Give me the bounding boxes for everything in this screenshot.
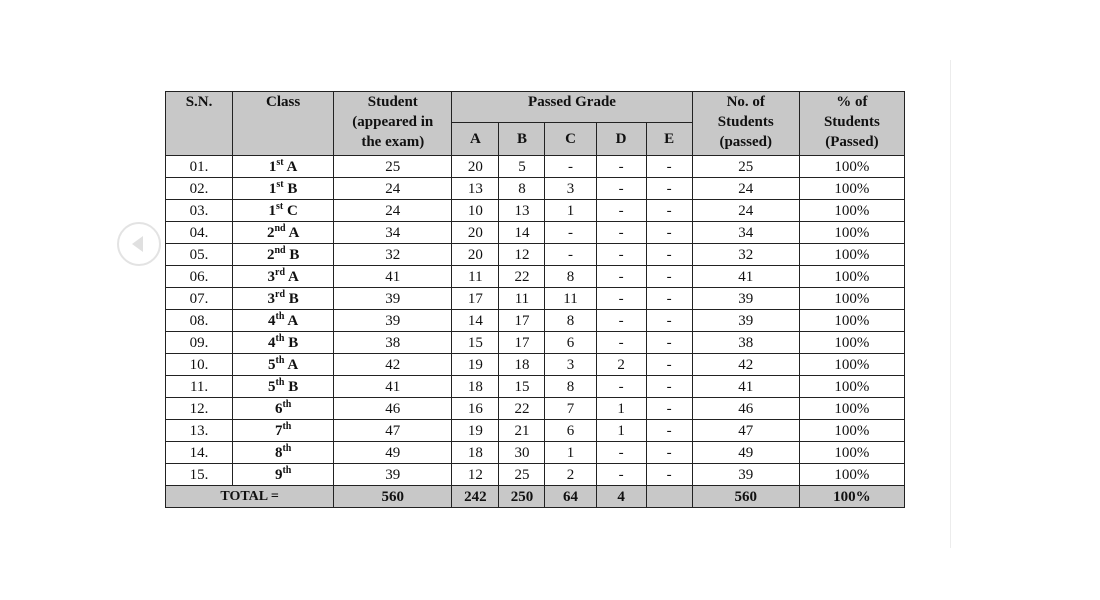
class-ordinal-suffix: nd — [274, 244, 286, 256]
cell-grade-c: - — [545, 156, 596, 178]
cell-grade-d: - — [596, 266, 646, 288]
cell-grade-e: - — [646, 178, 692, 200]
cell-grade-a: 19 — [452, 420, 499, 442]
class-number: 2 — [266, 246, 275, 263]
table-row — [166, 310, 905, 332]
total-grade-a: 242 — [452, 486, 499, 508]
cell-grade-b: 13 — [499, 200, 545, 222]
class-number: 4 — [268, 312, 276, 329]
cell-grade-e: - — [646, 310, 692, 332]
cell-class — [233, 222, 334, 244]
class-section: A — [287, 312, 299, 329]
cell-grade-c: - — [545, 244, 596, 266]
chevron-left-icon — [132, 236, 143, 252]
cell-grade-c: 3 — [545, 354, 596, 376]
class-section: B — [288, 378, 299, 395]
cell-grade-e: - — [646, 420, 692, 442]
table-row — [166, 376, 905, 398]
class-section: B — [288, 334, 299, 351]
cell-appeared: 38 — [334, 332, 452, 354]
cell-grade-b: 30 — [499, 442, 545, 464]
cell-passed: 25 — [692, 156, 799, 178]
total-grade-e — [646, 486, 692, 508]
cell-percent: 100% — [799, 442, 904, 464]
header-grade-a: A — [452, 123, 499, 156]
cell-percent: 100% — [799, 310, 904, 332]
cell-grade-c: 8 — [545, 266, 596, 288]
cell-passed: 39 — [692, 464, 799, 486]
cell-grade-a: 19 — [452, 354, 499, 376]
total-passed: 560 — [692, 486, 799, 508]
cell-appeared: 24 — [334, 200, 452, 222]
cell-class — [233, 288, 334, 310]
cell-grade-d: - — [596, 178, 646, 200]
cell-sn: 10. — [166, 354, 233, 376]
cell-percent: 100% — [799, 464, 904, 486]
cell-grade-e: - — [646, 288, 692, 310]
cell-grade-b: 17 — [499, 310, 545, 332]
cell-passed: 24 — [692, 200, 799, 222]
cell-grade-d: - — [596, 442, 646, 464]
cell-class — [233, 244, 334, 266]
header-students-appeared-line3: the exam) — [361, 134, 425, 150]
cell-grade-e: - — [646, 398, 692, 420]
cell-percent: 100% — [799, 156, 904, 178]
total-appeared: 560 — [334, 486, 452, 508]
cell-grade-b: 15 — [499, 376, 545, 398]
header-students-passed — [692, 92, 799, 156]
cell-grade-e: - — [646, 200, 692, 222]
class-section: A — [288, 224, 300, 241]
cell-passed: 42 — [692, 354, 799, 376]
cell-grade-c: 2 — [545, 464, 596, 486]
total-grade-d: 4 — [596, 486, 646, 508]
cell-sn: 08. — [166, 310, 233, 332]
cell-percent: 100% — [799, 288, 904, 310]
class-ordinal-suffix: st — [276, 178, 284, 190]
total-percent: 100% — [799, 486, 904, 508]
class-ordinal-suffix: nd — [274, 222, 286, 234]
cell-passed: 24 — [692, 178, 799, 200]
header-students-passed-line1: No. of — [726, 94, 765, 110]
cell-grade-a: 18 — [452, 442, 499, 464]
cell-percent: 100% — [799, 354, 904, 376]
table-row — [166, 222, 905, 244]
cell-sn: 05. — [166, 244, 233, 266]
header-students-passed-line3: (passed) — [719, 134, 772, 150]
cell-class — [233, 442, 334, 464]
cell-class — [233, 420, 334, 442]
header-students-passed-line2: Students — [717, 114, 774, 130]
cell-class — [233, 200, 334, 222]
class-number: 8 — [274, 444, 283, 461]
cell-grade-d: - — [596, 332, 646, 354]
class-number: 3 — [267, 290, 275, 307]
cell-passed: 41 — [692, 376, 799, 398]
cell-grade-a: 14 — [452, 310, 499, 332]
cell-appeared: 42 — [334, 354, 452, 376]
cell-sn: 06. — [166, 266, 233, 288]
class-number: 4 — [268, 334, 276, 351]
cell-grade-b: 17 — [499, 332, 545, 354]
cell-grade-a: 10 — [452, 200, 499, 222]
cell-grade-b: 8 — [499, 178, 545, 200]
cell-grade-d: - — [596, 376, 646, 398]
cell-appeared: 34 — [334, 222, 452, 244]
cell-grade-d: 1 — [596, 398, 646, 420]
class-ordinal-suffix: th — [275, 332, 285, 344]
cell-grade-c: 8 — [545, 310, 596, 332]
exam-results-table — [165, 91, 905, 508]
cell-grade-b: 25 — [499, 464, 545, 486]
cell-appeared: 47 — [334, 420, 452, 442]
cell-appeared: 49 — [334, 442, 452, 464]
cell-grade-d: - — [596, 200, 646, 222]
class-number: 1 — [268, 158, 277, 175]
cell-sn: 09. — [166, 332, 233, 354]
slide-edge-divider — [950, 60, 951, 548]
cell-grade-e: - — [646, 442, 692, 464]
cell-class — [233, 464, 334, 486]
cell-percent: 100% — [799, 266, 904, 288]
class-section: B — [289, 246, 300, 263]
cell-sn: 11. — [166, 376, 233, 398]
cell-grade-a: 12 — [452, 464, 499, 486]
cell-passed: 39 — [692, 288, 799, 310]
table-row — [166, 244, 905, 266]
cell-grade-e: - — [646, 244, 692, 266]
cell-grade-a: 16 — [452, 398, 499, 420]
table-row — [166, 442, 905, 464]
cell-sn: 12. — [166, 398, 233, 420]
cell-appeared: 41 — [334, 376, 452, 398]
cell-grade-b: 22 — [499, 398, 545, 420]
class-section: B — [287, 180, 298, 197]
table-body — [166, 156, 905, 486]
cell-grade-b: 11 — [499, 288, 545, 310]
cell-sn: 13. — [166, 420, 233, 442]
total-label: TOTAL = — [166, 486, 334, 508]
table-row — [166, 266, 905, 288]
cell-grade-e: - — [646, 222, 692, 244]
table-row — [166, 354, 905, 376]
cell-class — [233, 310, 334, 332]
cell-grade-a: 13 — [452, 178, 499, 200]
cell-percent: 100% — [799, 222, 904, 244]
cell-passed: 49 — [692, 442, 799, 464]
cell-grade-a: 20 — [452, 244, 499, 266]
class-section: A — [287, 356, 299, 373]
class-number: 5 — [268, 356, 276, 373]
table-row — [166, 398, 905, 420]
header-students-appeared — [334, 92, 452, 156]
cell-grade-b: 14 — [499, 222, 545, 244]
cell-grade-b: 22 — [499, 266, 545, 288]
cell-appeared: 46 — [334, 398, 452, 420]
cell-percent: 100% — [799, 420, 904, 442]
class-number: 1 — [268, 202, 276, 219]
cell-grade-c: 1 — [545, 200, 596, 222]
cell-grade-d: - — [596, 288, 646, 310]
table-row — [166, 200, 905, 222]
cell-appeared: 24 — [334, 178, 452, 200]
cell-appeared: 32 — [334, 244, 452, 266]
class-number: 3 — [267, 268, 275, 285]
class-ordinal-suffix: th — [275, 354, 285, 366]
cell-class — [233, 178, 334, 200]
cell-grade-d: 1 — [596, 420, 646, 442]
cell-percent: 100% — [799, 332, 904, 354]
cell-grade-d: - — [596, 464, 646, 486]
cell-sn: 15. — [166, 464, 233, 486]
class-number: 1 — [268, 180, 277, 197]
cell-grade-c: 6 — [545, 420, 596, 442]
class-number: 5 — [268, 378, 276, 395]
header-students-appeared-line2: (appeared in — [352, 114, 434, 130]
cell-grade-b: 18 — [499, 354, 545, 376]
cell-grade-e: - — [646, 354, 692, 376]
cell-class — [233, 354, 334, 376]
cell-sn: 01. — [166, 156, 233, 178]
table-row — [166, 464, 905, 486]
cell-grade-a: 20 — [452, 156, 499, 178]
total-grade-b: 250 — [499, 486, 545, 508]
cell-grade-e: - — [646, 464, 692, 486]
header-students-appeared-line1: Student — [367, 94, 418, 110]
cell-sn: 14. — [166, 442, 233, 464]
cell-grade-b: 12 — [499, 244, 545, 266]
cell-grade-c: 8 — [545, 376, 596, 398]
table-row — [166, 156, 905, 178]
cell-class — [233, 332, 334, 354]
cell-grade-c: 11 — [545, 288, 596, 310]
cell-grade-c: 6 — [545, 332, 596, 354]
class-ordinal-suffix: th — [282, 442, 292, 454]
total-grade-c: 64 — [545, 486, 596, 508]
cell-percent: 100% — [799, 178, 904, 200]
table-row — [166, 288, 905, 310]
cell-grade-a: 11 — [452, 266, 499, 288]
class-ordinal-suffix: st — [276, 156, 284, 168]
class-ordinal-suffix: st — [275, 200, 284, 212]
cell-passed: 46 — [692, 398, 799, 420]
table-row — [166, 420, 905, 442]
cell-grade-c: 7 — [545, 398, 596, 420]
cell-class — [233, 376, 334, 398]
cell-passed: 32 — [692, 244, 799, 266]
cell-grade-d: - — [596, 222, 646, 244]
header-passed-grade: Passed Grade — [452, 92, 692, 123]
cell-passed: 38 — [692, 332, 799, 354]
table-row — [166, 332, 905, 354]
cell-passed: 41 — [692, 266, 799, 288]
header-sn: S.N. — [166, 92, 233, 156]
class-number: 9 — [274, 466, 283, 483]
cell-grade-e: - — [646, 332, 692, 354]
cell-grade-b: 21 — [499, 420, 545, 442]
header-percent-passed-line3: (Passed) — [825, 134, 879, 150]
header-grade-b: B — [499, 123, 545, 156]
cell-percent: 100% — [799, 376, 904, 398]
class-section: C — [286, 202, 298, 219]
cell-grade-d: 2 — [596, 354, 646, 376]
class-number: 2 — [266, 224, 275, 241]
cell-passed: 34 — [692, 222, 799, 244]
cell-appeared: 39 — [334, 310, 452, 332]
cell-grade-e: - — [646, 266, 692, 288]
class-ordinal-suffix: th — [282, 398, 292, 410]
header-grade-e: E — [646, 123, 692, 156]
cell-grade-d: - — [596, 156, 646, 178]
cell-passed: 47 — [692, 420, 799, 442]
cell-grade-a: 20 — [452, 222, 499, 244]
header-percent-passed — [799, 92, 904, 156]
cell-grade-a: 15 — [452, 332, 499, 354]
cell-grade-e: - — [646, 156, 692, 178]
class-ordinal-suffix: rd — [275, 266, 285, 278]
class-ordinal-suffix: th — [275, 376, 285, 388]
cell-sn: 07. — [166, 288, 233, 310]
class-section: B — [288, 290, 299, 307]
cell-passed: 39 — [692, 310, 799, 332]
class-number: 6 — [274, 400, 283, 417]
class-section: A — [286, 158, 298, 175]
cell-appeared: 41 — [334, 266, 452, 288]
cell-appeared: 39 — [334, 464, 452, 486]
cell-sn: 02. — [166, 178, 233, 200]
cell-grade-c: 1 — [545, 442, 596, 464]
cell-percent: 100% — [799, 200, 904, 222]
cell-grade-e: - — [646, 376, 692, 398]
cell-sn: 04. — [166, 222, 233, 244]
header-grade-d: D — [596, 123, 646, 156]
class-ordinal-suffix: rd — [275, 288, 285, 300]
cell-percent: 100% — [799, 398, 904, 420]
cell-appeared: 39 — [334, 288, 452, 310]
cell-grade-c: 3 — [545, 178, 596, 200]
table-row — [166, 178, 905, 200]
header-percent-passed-line2: Students — [823, 114, 880, 130]
cell-grade-b: 5 — [499, 156, 545, 178]
cell-class — [233, 266, 334, 288]
cell-grade-d: - — [596, 244, 646, 266]
cell-appeared: 25 — [334, 156, 452, 178]
cell-percent: 100% — [799, 244, 904, 266]
class-section: A — [287, 268, 299, 285]
header-percent-passed-line1: % of — [836, 94, 868, 110]
cell-class — [233, 398, 334, 420]
header-class: Class — [233, 92, 334, 156]
cell-grade-a: 17 — [452, 288, 499, 310]
class-number: 7 — [274, 422, 283, 439]
previous-slide-button[interactable] — [117, 222, 161, 266]
cell-grade-a: 18 — [452, 376, 499, 398]
class-ordinal-suffix: th — [275, 310, 285, 322]
total-row — [166, 486, 905, 508]
class-ordinal-suffix: th — [282, 420, 292, 432]
cell-class — [233, 156, 334, 178]
class-ordinal-suffix: th — [282, 464, 292, 476]
cell-grade-d: - — [596, 310, 646, 332]
cell-sn: 03. — [166, 200, 233, 222]
cell-grade-c: - — [545, 222, 596, 244]
header-grade-c: C — [545, 123, 596, 156]
